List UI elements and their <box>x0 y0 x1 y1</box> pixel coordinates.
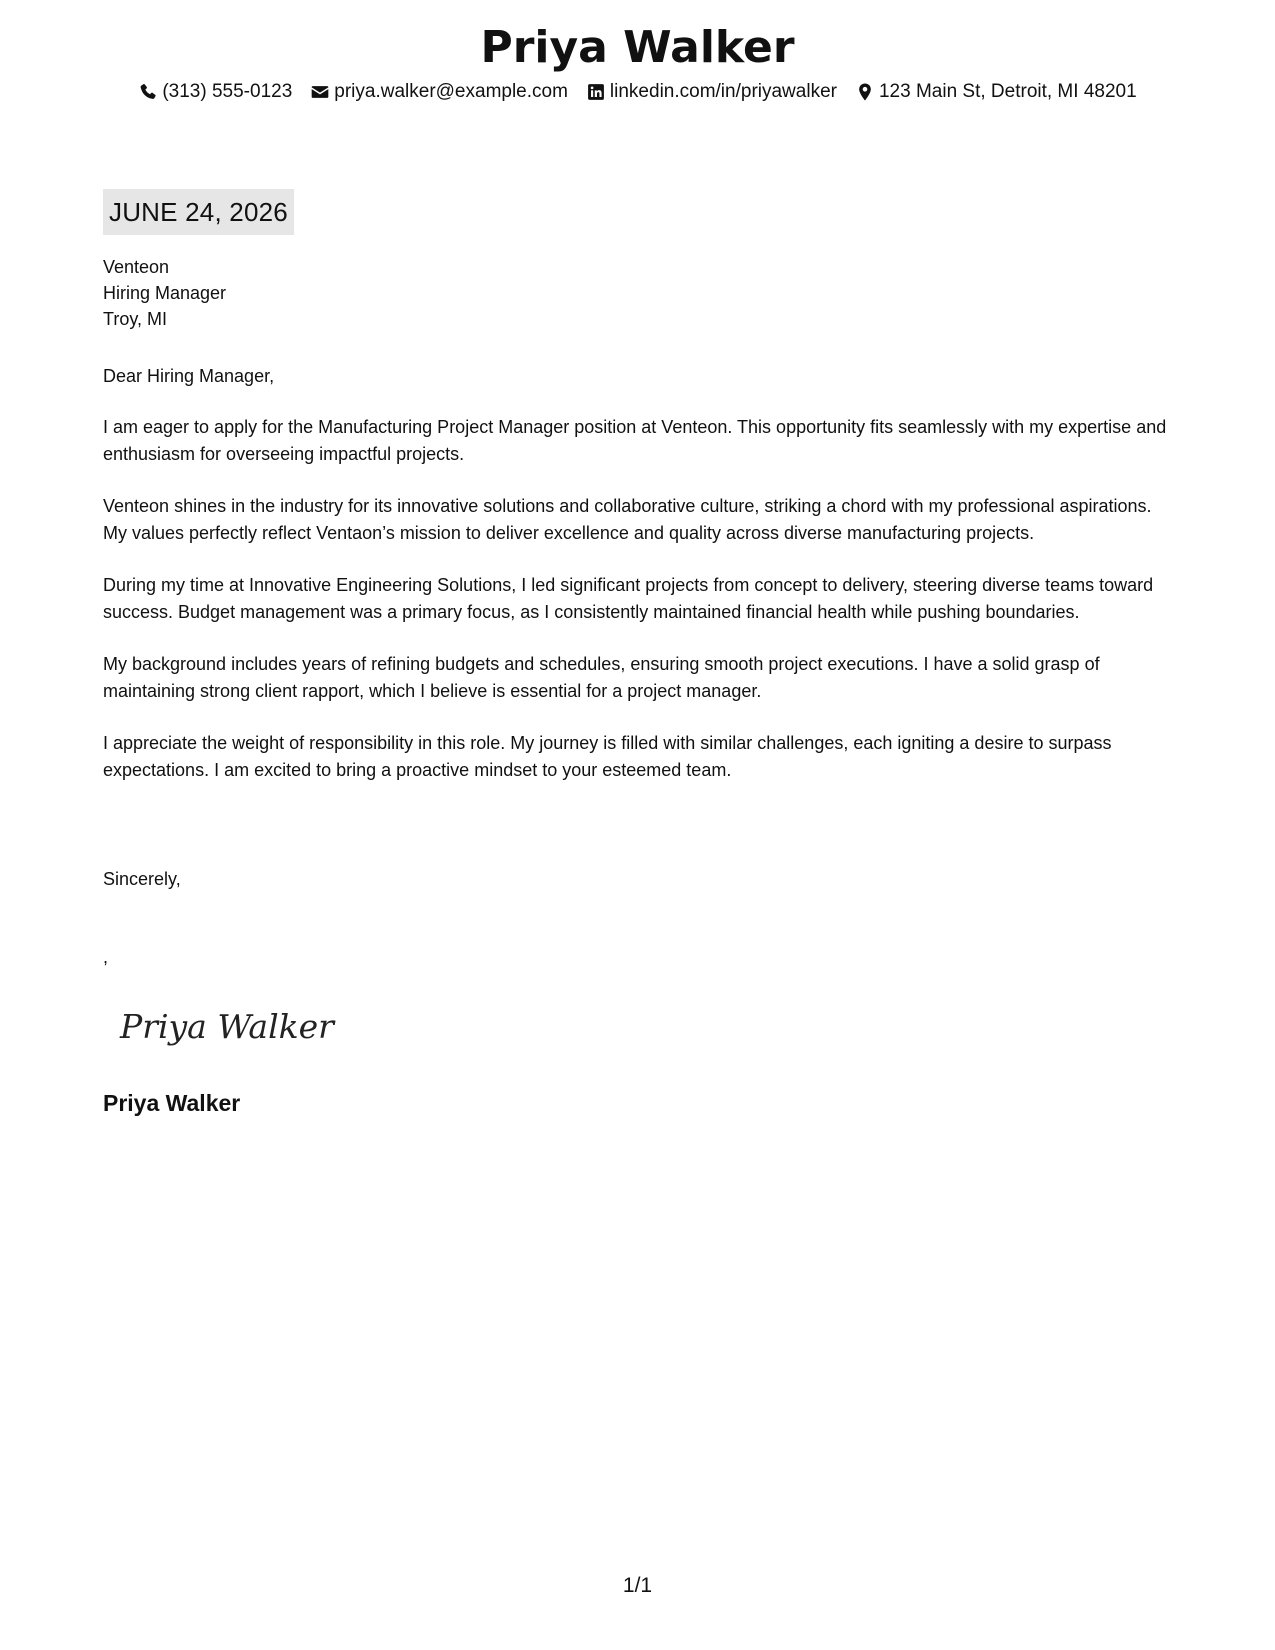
recipient-block <box>103 254 226 332</box>
body-paragraph: Venteon shines in the industry for its innovative solutions and collaborative culture, striking a chord with my professional aspirations. My values perfectly reflect Ventaon’s mission to deliver excellence and quality across diverse manufacturing projects. <box>103 496 1152 543</box>
contact-phone <box>138 81 292 103</box>
letter-date: JUNE 24, 2026 <box>103 189 294 235</box>
body-paragraph: I am eager to apply for the Manufacturing Project Manager position at Venteon. This opportunity fits seamlessly with my expertise and enthusiasm for overseeing impactful projects. <box>103 417 1167 464</box>
contact-info <box>0 78 1275 106</box>
letter-body <box>103 414 1178 809</box>
handwritten-signature <box>116 998 356 1052</box>
page-number: 1/1 <box>622 1574 653 1597</box>
body-paragraph: I appreciate the weight of responsibility in this role. My journey is filled with similar challenges, each igniting a desire to surpass expectations. I am excited to bring a proactive mindset to your esteemed team. <box>103 733 1112 780</box>
body-paragraph: During my time at Innovative Engineering Solutions, I led significant projects from concept to delivery, steering diverse teams toward success. Budget management was a primary focus, as I consistently maintained financial health while pushing boundaries. <box>103 575 1154 622</box>
contact-linkedin <box>586 81 837 103</box>
email-text: priya.walker@example.com <box>334 81 568 102</box>
closing: Sincerely, <box>103 869 181 889</box>
envelope-icon <box>310 82 330 102</box>
address-text: 123 Main St, Detroit, MI 48201 <box>878 81 1137 102</box>
phone-text: (313) 555-0123 <box>162 81 293 102</box>
applicant-name: Priya Walker <box>480 22 795 73</box>
linkedin-icon <box>586 82 606 102</box>
salutation: Dear Hiring Manager, <box>103 366 275 386</box>
comma-line: , <box>103 947 109 967</box>
recipient-title: Hiring Manager <box>103 283 227 303</box>
contact-address <box>855 81 1137 103</box>
recipient-company: Venteon <box>103 257 170 277</box>
linkedin-text: linkedin.com/in/priyawalker <box>609 81 837 102</box>
signature-script: Priya Walker <box>120 1007 334 1046</box>
map-marker-icon <box>855 82 875 102</box>
body-paragraph: My background includes years of refining budgets and schedules, ensuring smooth project executions. I have a solid grasp of maintaining strong client rapport, which I believe is essential for a project manager. <box>103 654 1100 701</box>
signer-name: Priya Walker <box>103 1090 241 1116</box>
phone-icon <box>138 82 158 102</box>
recipient-location: Troy, MI <box>103 309 167 329</box>
contact-email <box>310 81 568 103</box>
